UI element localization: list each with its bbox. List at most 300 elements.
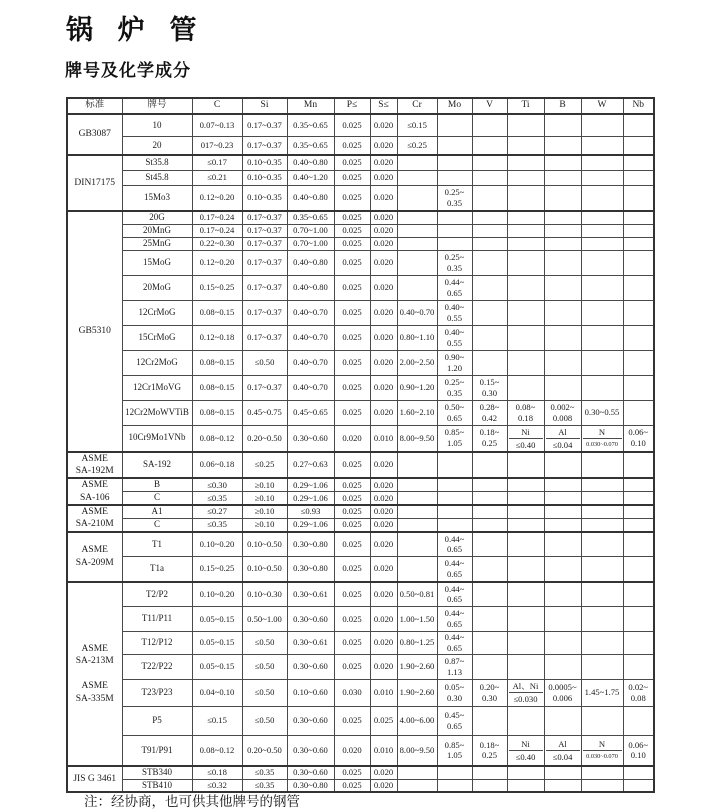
value-cell: 0.025 (334, 155, 370, 170)
value-cell: 0.020 (370, 766, 397, 779)
value-cell: 0.06~​0.10 (623, 735, 654, 766)
standard-cell (67, 766, 122, 792)
value-cell: 1.90~​2.60 (397, 654, 437, 679)
value-cell: 0.025 (334, 505, 370, 518)
value-cell (544, 375, 581, 400)
value-cell (544, 632, 581, 654)
table-row (67, 275, 654, 300)
value-cell (507, 325, 544, 350)
grade-cell: 10Cr9Mo1VNb (122, 425, 192, 452)
value-cell: ≤0.21 (192, 170, 242, 185)
value-cell: 0.30~​0.80 (287, 532, 334, 557)
table-row (67, 136, 654, 155)
value-cell: 0.30~​0.80 (287, 557, 334, 582)
value-cell: ≥0.10 (242, 492, 287, 505)
grade-cell: T22/P22 (122, 654, 192, 679)
value-cell: 2.00~​2.50 (397, 350, 437, 375)
standard-label: ASME SA-210M (75, 506, 114, 530)
value-cell (623, 779, 654, 792)
value-cell: 0.08~​0.12 (192, 425, 242, 452)
value-cell (581, 237, 623, 250)
grade-cell: St45.8 (122, 170, 192, 185)
value-cell: 0.30~​0.60 (287, 735, 334, 766)
value-cell: 1.45~​1.75 (581, 679, 623, 706)
value-cell: 0.40~​0.70 (287, 375, 334, 400)
value-cell (544, 185, 581, 211)
table-row (67, 706, 654, 735)
value-cell: 0.20~​0.30 (472, 679, 507, 706)
value-cell: 0.17~​0.24 (192, 224, 242, 237)
value-cell: 0.020 (370, 582, 397, 607)
value-cell: ≤0.35 (192, 518, 242, 531)
value-cell (437, 211, 472, 224)
page-subtitle: 牌号及化学成分 (65, 61, 191, 80)
value-cell (623, 505, 654, 518)
value-cell (507, 250, 544, 275)
value-cell: 0.17~​0.37 (242, 211, 287, 224)
value-cell (472, 706, 507, 735)
value-cell: 0.002~​0.008 (544, 400, 581, 425)
column-header-6: S≤ (370, 98, 397, 114)
value-cell (507, 224, 544, 237)
value-cell: 0.10~​0.35 (242, 185, 287, 211)
value-cell (581, 654, 623, 679)
value-cell (544, 518, 581, 531)
sub-element-value: ≤0.030 (513, 694, 538, 705)
value-cell: 0.020 (370, 136, 397, 155)
column-header-3: Si (242, 98, 287, 114)
value-cell (581, 557, 623, 582)
value-cell (581, 114, 623, 136)
value-cell (623, 211, 654, 224)
value-cell (544, 155, 581, 170)
value-cell (544, 532, 581, 557)
value-cell (544, 706, 581, 735)
value-cell: 0.10~​0.50 (242, 557, 287, 582)
value-cell: 0.020 (334, 425, 370, 452)
value-cell: 0.40~​0.70 (287, 325, 334, 350)
grade-cell: T11/P11 (122, 607, 192, 632)
sub-element-label: N (583, 426, 622, 439)
value-cell: 0.030 (334, 679, 370, 706)
value-cell: 0.70~​1.00 (287, 237, 334, 250)
value-cell: 0.30~​0.60 (287, 706, 334, 735)
value-cell (544, 250, 581, 275)
value-cell (507, 735, 544, 766)
value-cell (623, 224, 654, 237)
value-cell: 0.85~​1.05 (437, 735, 472, 766)
value-cell: 1.90~​2.60 (397, 679, 437, 706)
value-cell: 0.90~​1.20 (437, 350, 472, 375)
column-header-1: 牌号 (122, 98, 192, 114)
sub-element-value: ≤0.04 (552, 439, 573, 450)
column-header-12: W (581, 98, 623, 114)
value-cell: 0.020 (370, 211, 397, 224)
value-cell: 0.10~​0.20 (192, 532, 242, 557)
value-cell: 0.020 (370, 237, 397, 250)
value-cell: ≤0.50 (242, 350, 287, 375)
value-cell (507, 532, 544, 557)
standard-label: DIN17175 (74, 177, 116, 188)
value-cell: 0.020 (370, 155, 397, 170)
table-row (67, 375, 654, 400)
value-cell (507, 478, 544, 491)
grade-cell: 20MoG (122, 275, 192, 300)
value-cell: 0.020 (370, 250, 397, 275)
column-header-2: C (192, 98, 242, 114)
value-cell: 0.020 (370, 654, 397, 679)
value-cell (507, 136, 544, 155)
column-header-5: P≤ (334, 98, 370, 114)
value-cell (472, 300, 507, 325)
grade-cell: 12Cr2MoG (122, 350, 192, 375)
value-cell: 0.50~​1.00 (242, 607, 287, 632)
value-cell: 0.05~​0.15 (192, 607, 242, 632)
standard-cell (67, 155, 122, 211)
sub-element-value: ≤0.40 (515, 751, 536, 762)
value-cell (581, 632, 623, 654)
value-cell (581, 779, 623, 792)
grade-cell: St35.8 (122, 155, 192, 170)
grade-cell: T1 (122, 532, 192, 557)
value-cell: 0.40~​0.55 (437, 325, 472, 350)
value-cell: 0.020 (370, 375, 397, 400)
value-cell (397, 452, 437, 479)
value-cell: 0.28~​0.42 (472, 400, 507, 425)
value-cell (397, 155, 437, 170)
value-cell (472, 492, 507, 505)
value-cell (623, 275, 654, 300)
value-cell (623, 632, 654, 654)
value-cell: 0.020 (370, 275, 397, 300)
grade-cell: C (122, 518, 192, 531)
grade-cell: STB340 (122, 766, 192, 779)
value-cell: 0.020 (370, 185, 397, 211)
value-cell: 0.025 (334, 766, 370, 779)
column-header-11: B (544, 98, 581, 114)
value-cell (623, 155, 654, 170)
value-cell: 0.020 (370, 779, 397, 792)
value-cell: ≤0.18 (192, 766, 242, 779)
value-cell (544, 275, 581, 300)
value-cell: 0.35~​0.65 (287, 136, 334, 155)
value-cell: 0.05~​0.15 (192, 632, 242, 654)
value-cell (507, 607, 544, 632)
value-cell: 0.15~​0.25 (192, 275, 242, 300)
value-cell (581, 425, 623, 452)
value-cell (544, 325, 581, 350)
standard-label: JIS G 3461 (73, 773, 117, 784)
standard-label: ASME SA-213M (75, 643, 114, 666)
sub-element-label: Ni (509, 426, 543, 439)
table-row (67, 679, 654, 706)
standard-cell (67, 532, 122, 582)
value-cell (507, 779, 544, 792)
value-cell: 0.025 (334, 211, 370, 224)
value-cell: 0.025 (334, 185, 370, 211)
value-cell: 0.025 (334, 607, 370, 632)
value-cell: 0.44~​0.65 (437, 557, 472, 582)
standard-cell (67, 114, 122, 155)
value-cell: 0.025 (334, 532, 370, 557)
value-cell (507, 632, 544, 654)
value-cell (397, 557, 437, 582)
value-cell: 1.00~​1.50 (397, 607, 437, 632)
value-cell (397, 275, 437, 300)
value-cell (544, 237, 581, 250)
value-cell (507, 452, 544, 479)
value-cell: ≤0.50 (242, 654, 287, 679)
value-cell (397, 505, 437, 518)
value-cell (507, 350, 544, 375)
value-cell: 0.025 (334, 375, 370, 400)
value-cell: ≤0.27 (192, 505, 242, 518)
sub-element-value: 0.030~​0.070 (586, 752, 618, 760)
value-cell: 0.35~​0.65 (287, 114, 334, 136)
value-cell: 0.0005~​0.006 (544, 679, 581, 706)
value-cell (397, 492, 437, 505)
value-cell (581, 452, 623, 479)
value-cell (507, 275, 544, 300)
value-cell: ≤0.50 (242, 706, 287, 735)
value-cell (544, 300, 581, 325)
value-cell (581, 478, 623, 491)
value-cell: ≥0.10 (242, 505, 287, 518)
table-row (67, 224, 654, 237)
value-cell: 0.020 (370, 325, 397, 350)
table-header (67, 98, 654, 114)
value-cell: 0.30~​0.60 (287, 654, 334, 679)
value-cell: 0.020 (334, 735, 370, 766)
value-cell (472, 275, 507, 300)
value-cell: 4.00~​6.00 (397, 706, 437, 735)
value-cell: 0.020 (370, 114, 397, 136)
value-cell: 0.08~​0.15 (192, 350, 242, 375)
value-cell (472, 607, 507, 632)
value-cell (623, 654, 654, 679)
value-cell (623, 452, 654, 479)
value-cell (623, 325, 654, 350)
value-cell: 0.07~​0.13 (192, 114, 242, 136)
value-cell: 0.40~​0.80 (287, 185, 334, 211)
value-cell: 0.18~​0.25 (472, 735, 507, 766)
value-cell (437, 114, 472, 136)
standard-cell (67, 211, 122, 452)
value-cell (581, 375, 623, 400)
value-cell: ≤0.17 (192, 155, 242, 170)
value-cell (623, 532, 654, 557)
value-cell: 0.025 (334, 706, 370, 735)
value-cell (472, 766, 507, 779)
table-row (67, 582, 654, 607)
column-header-10: Ti (507, 98, 544, 114)
value-cell (581, 155, 623, 170)
value-cell (437, 136, 472, 155)
value-cell: ≤0.35 (242, 766, 287, 779)
value-cell (507, 185, 544, 211)
value-cell: 0.17~​0.37 (242, 375, 287, 400)
value-cell (544, 654, 581, 679)
value-cell: 0.10~​0.60 (287, 679, 334, 706)
value-cell: 0.020 (370, 452, 397, 479)
value-cell: ≤0.35 (192, 492, 242, 505)
composition-table (66, 97, 655, 793)
value-cell (472, 325, 507, 350)
value-cell: 0.17~​0.37 (242, 224, 287, 237)
standard-cell (67, 582, 122, 766)
value-cell (623, 478, 654, 491)
value-cell: 0.025 (334, 452, 370, 479)
value-cell: ≤0.50 (242, 632, 287, 654)
value-cell (472, 505, 507, 518)
value-cell: 0.18~​0.25 (472, 425, 507, 452)
value-cell (623, 136, 654, 155)
value-cell: 0.05~​0.15 (192, 654, 242, 679)
value-cell: 0.025 (334, 557, 370, 582)
value-cell (397, 766, 437, 779)
value-cell (507, 300, 544, 325)
value-cell: 0.020 (370, 532, 397, 557)
value-cell (437, 766, 472, 779)
value-cell (472, 779, 507, 792)
standard-label: ASME SA-209M (75, 545, 114, 568)
value-cell (472, 170, 507, 185)
value-cell: 0.40~​0.80 (287, 250, 334, 275)
value-cell (437, 224, 472, 237)
value-cell: 0.10~​0.35 (242, 170, 287, 185)
value-cell: 0.025 (334, 300, 370, 325)
value-cell (507, 518, 544, 531)
value-cell: 0.025 (334, 779, 370, 792)
value-cell: 0.20~​0.50 (242, 425, 287, 452)
value-cell: 0.010 (370, 425, 397, 452)
value-cell: ≤0.25 (242, 452, 287, 479)
value-cell (544, 505, 581, 518)
value-cell: 0.025 (334, 518, 370, 531)
value-cell (472, 452, 507, 479)
grade-cell: T23/P23 (122, 679, 192, 706)
value-cell: 0.020 (370, 300, 397, 325)
value-cell (623, 766, 654, 779)
value-cell (544, 224, 581, 237)
value-cell: 0.30~​0.60 (287, 607, 334, 632)
value-cell (397, 779, 437, 792)
value-cell (623, 350, 654, 375)
value-cell: ≤0.32 (192, 779, 242, 792)
column-header-8: Mo (437, 98, 472, 114)
value-cell: 0.020 (370, 505, 397, 518)
sub-element-label: N (583, 738, 622, 751)
column-header-9: V (472, 98, 507, 114)
value-cell (437, 478, 472, 491)
value-cell: 0.020 (370, 224, 397, 237)
value-cell (507, 170, 544, 185)
value-cell: 0.45~​0.75 (242, 400, 287, 425)
value-cell: 0.025 (334, 400, 370, 425)
value-cell (623, 607, 654, 632)
grade-cell: T91/P91 (122, 735, 192, 766)
value-cell: 0.025 (334, 492, 370, 505)
value-cell (623, 518, 654, 531)
value-cell (472, 136, 507, 155)
value-cell: 0.17~​0.24 (192, 211, 242, 224)
value-cell: ≤0.35 (242, 779, 287, 792)
value-cell (623, 170, 654, 185)
value-cell (507, 237, 544, 250)
value-cell (472, 532, 507, 557)
value-cell (581, 505, 623, 518)
value-cell (581, 325, 623, 350)
column-header-4: Mn (287, 98, 334, 114)
table-row (67, 350, 654, 375)
value-cell (544, 170, 581, 185)
value-cell: 0.025 (334, 582, 370, 607)
value-cell (544, 136, 581, 155)
value-cell (544, 114, 581, 136)
value-cell: 0.025 (334, 350, 370, 375)
table-row (67, 400, 654, 425)
value-cell: 0.70~​1.00 (287, 224, 334, 237)
grade-cell: B (122, 478, 192, 491)
grade-cell: SA-192 (122, 452, 192, 479)
value-cell: ≤0.15 (192, 706, 242, 735)
value-cell (623, 706, 654, 735)
table-row (67, 532, 654, 557)
value-cell: 0.025 (334, 237, 370, 250)
value-cell (581, 706, 623, 735)
value-cell: 8.00~​9.50 (397, 425, 437, 452)
value-cell: 0.08~​0.15 (192, 375, 242, 400)
page-title: 锅 炉 管 (66, 15, 206, 45)
value-cell (397, 224, 437, 237)
value-cell: 0.17~​0.37 (242, 300, 287, 325)
value-cell: ≤0.93 (287, 505, 334, 518)
value-cell (437, 505, 472, 518)
value-cell: 0.08~​0.12 (192, 735, 242, 766)
column-header-0: 标准 (67, 98, 122, 114)
value-cell (397, 250, 437, 275)
value-cell (397, 518, 437, 531)
value-cell: 0.15~​0.25 (192, 557, 242, 582)
value-cell: 0.25~​0.35 (437, 185, 472, 211)
table-row (67, 114, 654, 136)
table-row (67, 735, 654, 766)
value-cell (507, 505, 544, 518)
value-cell: 0.10~​0.20 (192, 582, 242, 607)
value-cell: 0.17~​0.37 (242, 237, 287, 250)
value-cell (507, 114, 544, 136)
table-row (67, 300, 654, 325)
value-cell (437, 237, 472, 250)
value-cell (544, 735, 581, 766)
value-cell: 0.08~​0.15 (192, 300, 242, 325)
value-cell (472, 250, 507, 275)
value-cell: 0.80~​1.10 (397, 325, 437, 350)
value-cell: 0.29~​1.06 (287, 492, 334, 505)
value-cell (581, 350, 623, 375)
value-cell (581, 211, 623, 224)
header-row (67, 98, 654, 114)
table-row (67, 557, 654, 582)
value-cell (437, 779, 472, 792)
value-cell: 0.020 (370, 607, 397, 632)
value-cell (472, 211, 507, 224)
sub-element-label: Al (546, 738, 580, 751)
grade-cell: 20G (122, 211, 192, 224)
value-cell (623, 185, 654, 211)
value-cell (544, 350, 581, 375)
table-row (67, 185, 654, 211)
